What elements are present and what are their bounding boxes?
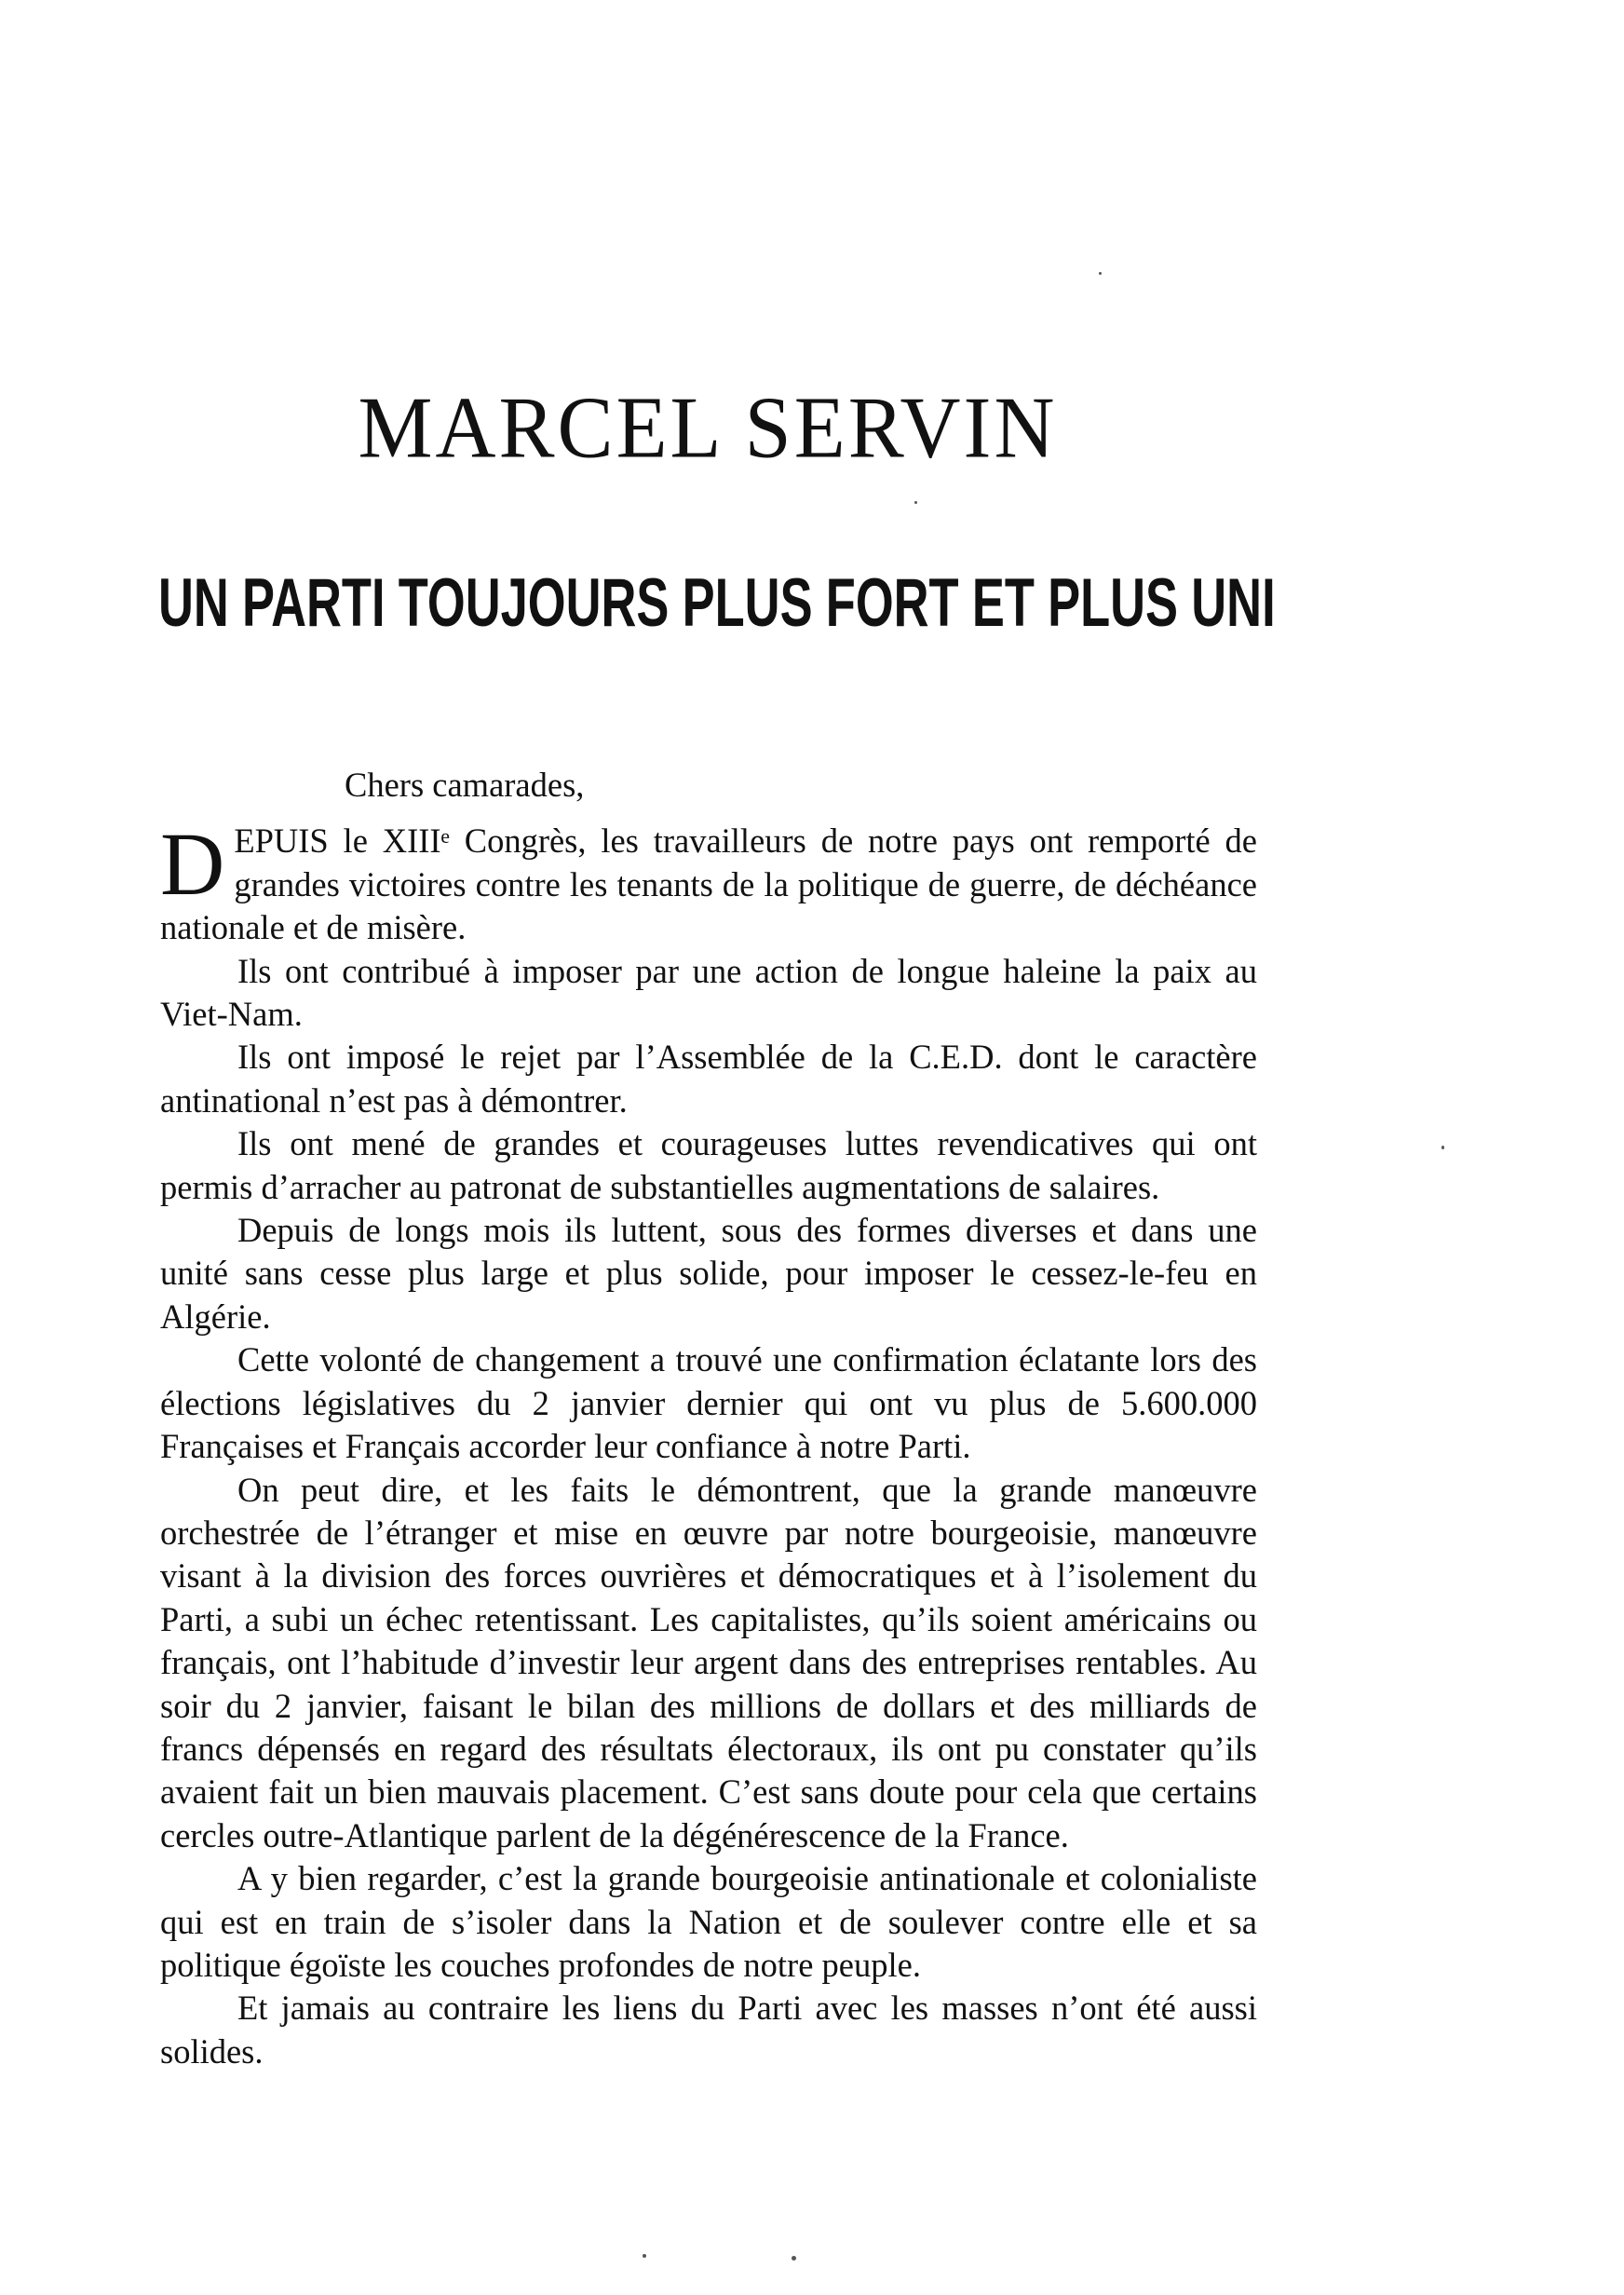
title-word: PARTI bbox=[242, 564, 386, 642]
scan-speck bbox=[643, 2254, 646, 2258]
article-title bbox=[158, 564, 1276, 642]
scan-speck bbox=[792, 2256, 796, 2261]
title-word: UN bbox=[158, 564, 229, 642]
author-name: MARCEL SERVIN bbox=[358, 379, 1058, 477]
title-word: UNI bbox=[1191, 564, 1276, 642]
scan-speck bbox=[1441, 1146, 1444, 1149]
drop-cap: D bbox=[160, 814, 225, 915]
paragraph: Et jamais au contraire les liens du Parti avec les masses n’ont été aussi solides. bbox=[160, 1989, 1257, 2071]
paragraph: Cette volonté de changement a trouvé une confirmation éclatante lors des élections législatives du 2 janvier dernier qui ont vu plus de 5.600.000 Françaises et Français accorder leur confiance à notre Parti. bbox=[160, 1340, 1257, 1466]
paragraph: Ils ont mené de grandes et courageuses luttes revendicatives qui ont permis d’arracher au patronat de substantielles augmentations de salaires. bbox=[160, 1124, 1257, 1206]
paragraph: Depuis de longs mois ils luttent, sous des formes diverses et dans une unité sans cesse plus large et plus solide, pour imposer le cessez-le-feu en Algérie. bbox=[160, 1211, 1257, 1336]
opening-paragraph-text: EPUIS le XIIIᵉ Congrès, les travailleurs de notre pays ont remporté de grandes victoires contre les tenants de la politique de guerre, de déchéance nationale et de misère. bbox=[160, 822, 1257, 947]
title-word: TOUJOURS bbox=[398, 564, 670, 642]
paragraph: Ils ont contribué à imposer par une action de longue haleine la paix au Viet-Nam. bbox=[160, 951, 1257, 1034]
paragraph: A y bien regarder, c’est la grande bourgeoisie antinationale et colonialiste qui est en train de s’isoler dans la Nation et de soulever contre elle et sa politique égoïste les couches profondes de notre peuple. bbox=[160, 1859, 1257, 1984]
paragraph: On peut dire, et les faits le démontrent, que la grande manœuvre orchestrée de l’étranger et mise en œuvre par notre bourgeoisie, manœuvre visant à la division des forces ouvrières et démocratiques et à l’isolement du Parti, a subi un échec retentissant. Les capitalistes, qu’ils soient américains ou français, ont l’habitude d’investir leur argent dans des entreprises rentables. Au soir du 2 janvier, faisant le bilan des millions de dollars et des milliards de francs dépensés en regard des résultats électoraux, ils ont pu constater qu’ils avaient fait un bien mauvais placement. C’est sans doute pour cela que certains cercles outre-Atlantique parlent de la dégénérescence de la France. bbox=[160, 1470, 1257, 1854]
scan-speck bbox=[1099, 272, 1102, 275]
salutation: Chers camarades, bbox=[345, 766, 585, 804]
scan-speck bbox=[914, 501, 917, 504]
title-word: PLUS bbox=[682, 564, 813, 642]
title-word: PLUS bbox=[1048, 564, 1179, 642]
letter-body bbox=[160, 764, 1257, 2073]
paragraph: Ils ont imposé le rejet par l’Assemblée de la C.E.D. dont le caractère antinational n’est pas à démontrer. bbox=[160, 1038, 1257, 1120]
opening-paragraph bbox=[160, 814, 1257, 949]
title-word: FORT bbox=[825, 564, 959, 642]
title-word: ET bbox=[971, 564, 1035, 642]
